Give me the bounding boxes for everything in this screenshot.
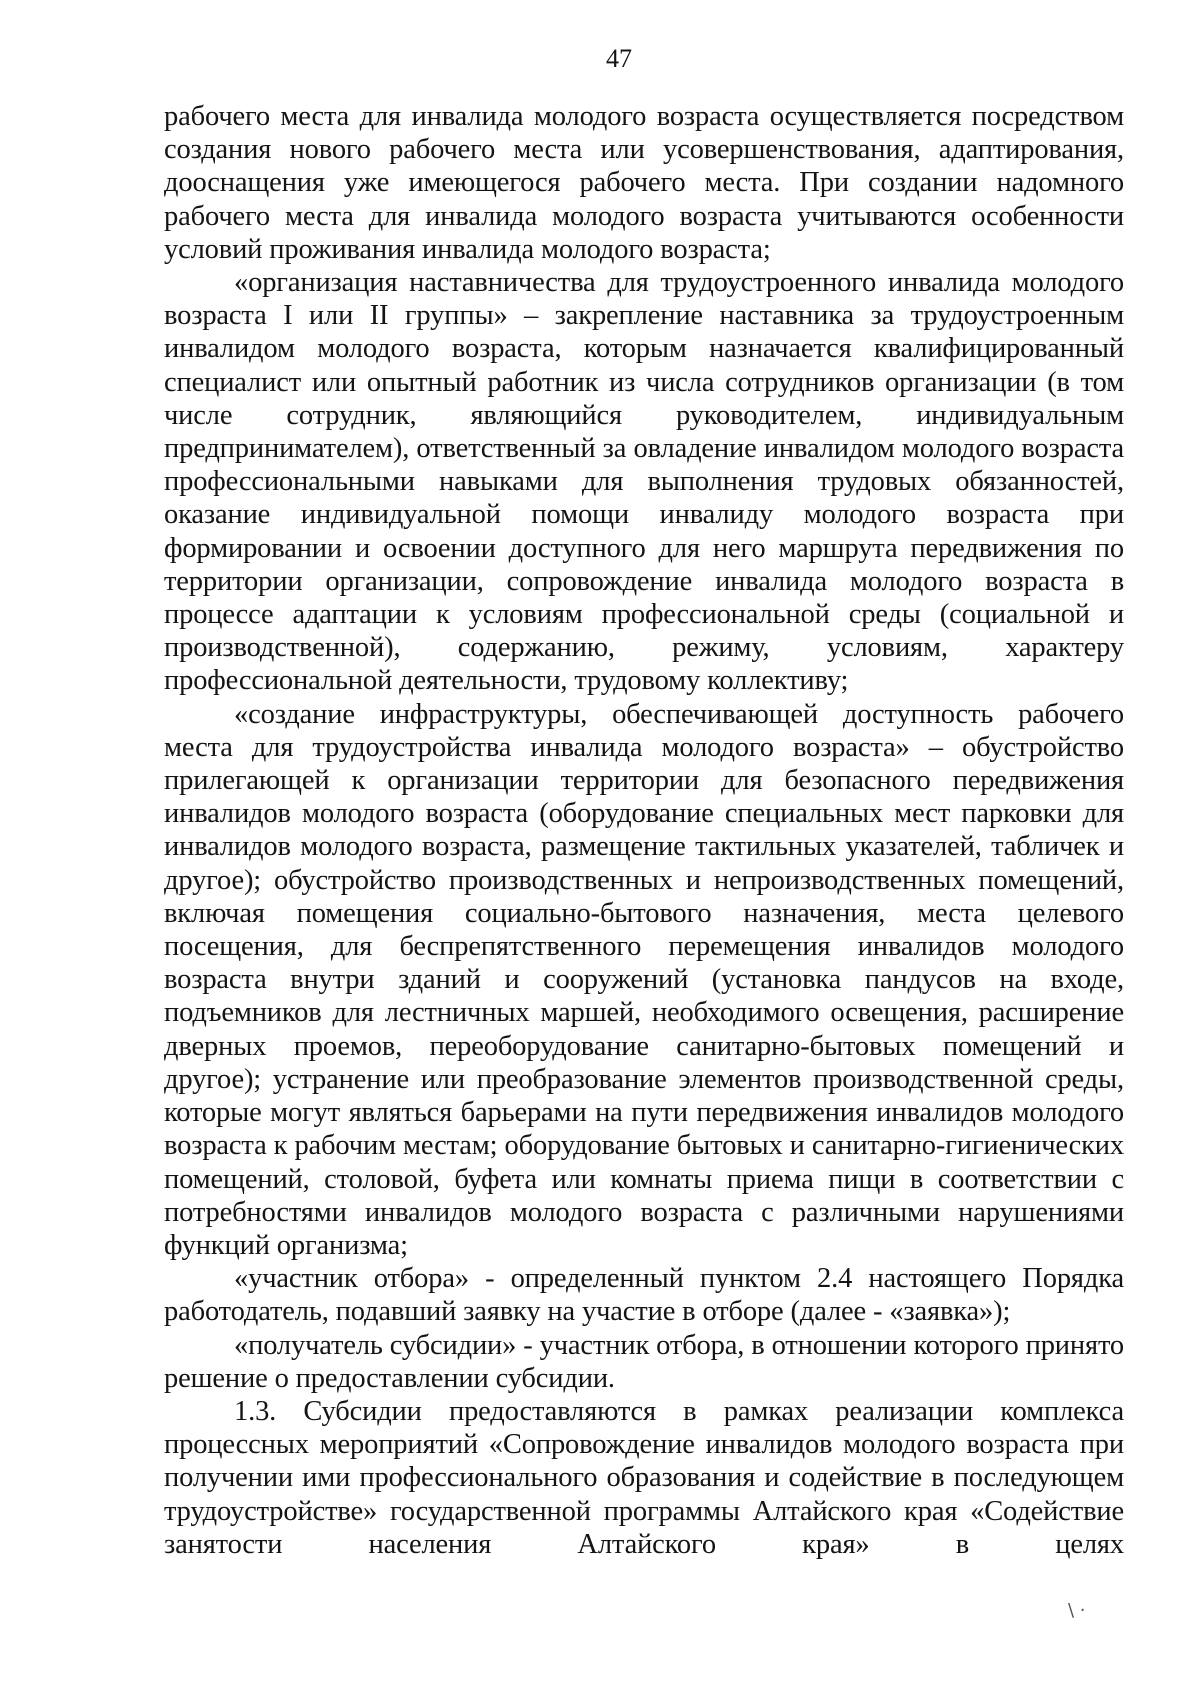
scan-mark: \ · (1068, 1600, 1086, 1621)
paragraph-selection-participant: «участник отбора» - определенный пунктом 2.4 настоящего Порядка работодатель, подавший заявку на участие в отборе (далее - «заявка»); (164, 1263, 1124, 1328)
paragraph-section-1-3: 1.3. Субсидии предоставляются в рамках реализации комплекса процессных мероприятий «Сопровождение инвалидов молодого возраста при получении ими профессионального образования и содействие в последующем трудоустройстве» государственной программы Алтайского края «Содействие занятости населения Алтайского края» в целях (164, 1395, 1124, 1560)
body-text (164, 100, 1124, 1561)
page-number: 47 (606, 44, 632, 73)
paragraph-subsidy-recipient: «получатель субсидии» - участник отбора, в отношении которого принято решение о предоставлении субсидии. (164, 1329, 1124, 1394)
paragraph-mentorship-definition: «организация наставничества для трудоустроенного инвалида молодого возраста I или II группы» – закрепление наставника за трудоустроенным инвалидом молодого возраста, которым назначается квалифицированный специалист или опытный работник из числа сотрудников организации (в том числе сотрудник, являющийся руководителем, индивидуальным предпринимателем), ответственный за овладение инвалидом молодого возраста профессиональными навыками для выполнения трудовых обязанностей, оказание индивидуальной помощи инвалиду молодого возраста при формировании и освоении доступного для него маршрута передвижения по территории организации, сопровождение инвалида молодого возраста в процессе адаптации к условиям профессиональной среды (социальной и производственной), содержанию, режиму, условиям, характеру профессиональной деятельности, трудовому коллективу; (164, 267, 1124, 697)
paragraph-infrastructure-definition: «создание инфраструктуры, обеспечивающей доступность рабочего места для трудоустройства инвалида молодого возраста» – обустройство прилегающей к организации территории для безопасного передвижения инвалидов молодого возраста (оборудование специальных мест парковки для инвалидов молодого возраста, размещение тактильных указателей, табличек и другое); обустройство производственных и непроизводственных помещений, включая помещения социально-бытового назначения, места целевого посещения, для беспрепятственного перемещения инвалидов молодого возраста внутри зданий и сооружений (установка пандусов на входе, подъемников для лестничных маршей, необходимого освещения, расширение дверных проемов, переоборудование санитарно-бытовых помещений и другое); устранение или преобразование элементов производственной среды, которые могут являться барьерами на пути передвижения инвалидов молодого возраста к рабочим местам; оборудование бытовых и санитарно-гигиенических помещений, столовой, буфета или комнаты приема пищи в соответствии с потребностями инвалидов молодого возраста с различными нарушениями функций организма; (164, 698, 1124, 1261)
paragraph-workplace-equipment: рабочего места для инвалида молодого возраста осуществляется посредством создания нового рабочего места или усовершенствования, адаптирования, дооснащения уже имеющегося рабочего места. При создании надомного рабочего места для инвалида молодого возраста учитываются особенности условий проживания инвалида молодого возраста; (164, 101, 1124, 265)
